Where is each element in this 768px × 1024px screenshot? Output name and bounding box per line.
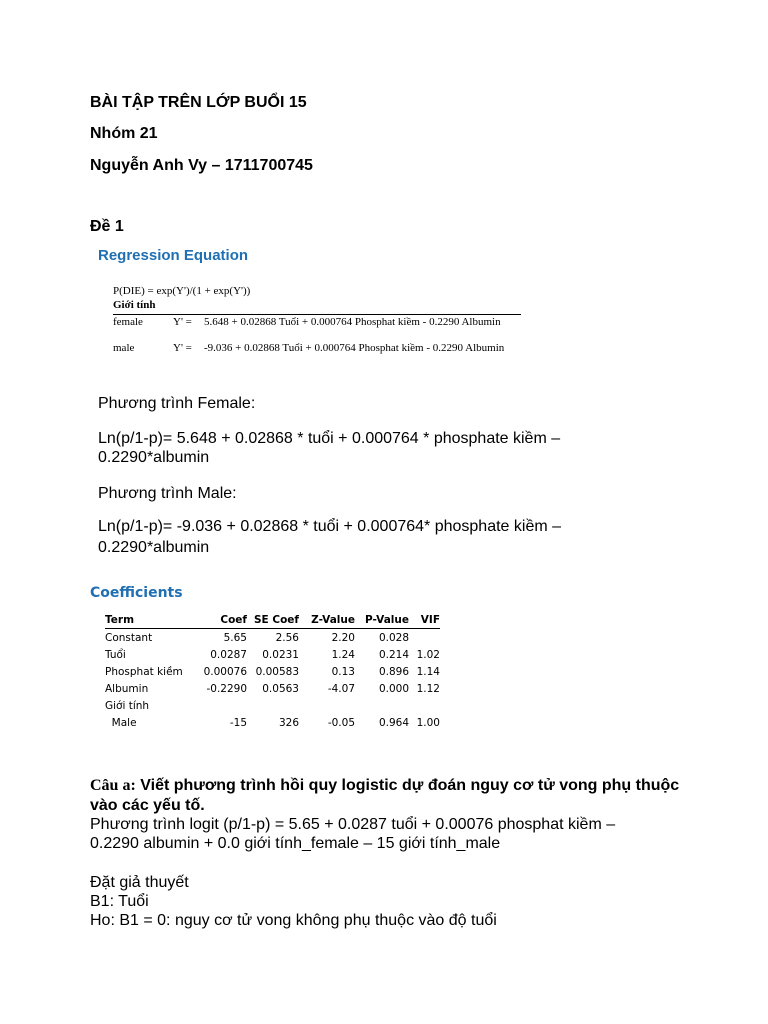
se-coef-cell: 0.0231: [262, 649, 299, 661]
vif-cell: 1.00: [416, 717, 440, 729]
hypothesis-title: Đặt giả thuyết: [90, 874, 189, 891]
term-cell: Giới tính: [105, 700, 150, 712]
female-equation-line2: 0.2290*albumin: [98, 449, 210, 466]
column-header: SE Coef: [247, 614, 299, 629]
answer-line2: 0.2290 albumin + 0.0 giới tính_female – 15 giới tính_male: [90, 835, 501, 852]
hypothesis-h0: Ho: B1 = 0: nguy cơ tử vong không phụ thuộc vào độ tuổi: [90, 912, 497, 929]
vif-cell: [409, 629, 440, 647]
answer-line1: Phương trình logit (p/1-p) = 5.65 + 0.0287 tuổi + 0.00076 phosphat kiềm –: [90, 816, 616, 833]
se-coef-cell: 0.00583: [255, 666, 299, 678]
regression-heading: Regression Equation: [98, 247, 249, 264]
regression-row-female: [113, 316, 501, 328]
question-a: [90, 776, 679, 796]
question-label: Câu a:: [90, 777, 136, 794]
male-equation-title: Phương trình Male:: [98, 485, 237, 502]
p-value-cell: 0.964: [378, 717, 409, 729]
table-row: [105, 646, 440, 663]
group-name-cell: female: [113, 316, 143, 328]
group-name-cell: male: [113, 342, 135, 354]
regression-rule: [113, 314, 521, 315]
table-row: [105, 663, 440, 680]
lhs-cell: Y' =: [173, 342, 192, 354]
question-text-line1: Viết phương trình hồi quy logistic dự đoán nguy cơ tử vong phụ thuộc: [140, 777, 680, 794]
regression-row-male: [113, 342, 504, 354]
coefficients-table-wrap: [105, 614, 440, 731]
term-cell: Phosphat kiềm: [105, 666, 183, 678]
se-coef-cell: 326: [278, 717, 299, 729]
female-equation-line1: Ln(p/1-p)= 5.648 + 0.02868 * tuổi + 0.000764 * phosphate kiềm –: [98, 430, 561, 447]
question-text-line2: vào các yếu tố.: [90, 797, 205, 814]
z-value-cell: -0.05: [327, 717, 355, 729]
column-header: P-Value: [355, 614, 409, 629]
male-equation-line1: Ln(p/1-p)= -9.036 + 0.02868 * tuổi + 0.000764* phosphate kiềm –: [98, 518, 562, 535]
column-header: VIF: [409, 614, 440, 629]
se-coef-cell: [247, 697, 299, 714]
vif-cell: [409, 697, 440, 714]
column-header: Term: [105, 614, 201, 629]
coef-cell: [201, 697, 247, 714]
term-cell: Tuổi: [105, 649, 126, 661]
se-coef-cell: 0.0563: [262, 683, 299, 695]
rhs-cell: -9.036 + 0.02868 Tuổi + 0.000764 Phosphat kiềm - 0.2290 Albumin: [204, 342, 505, 354]
table-header-row: [105, 614, 440, 629]
z-value-cell: [299, 697, 355, 714]
coef-cell: 0.0287: [210, 649, 247, 661]
section-de1: Đề 1: [90, 218, 124, 235]
group-label: Giới tính: [113, 299, 156, 311]
table-row: [105, 680, 440, 697]
vif-cell: 1.12: [416, 683, 440, 695]
z-value-cell: 2.20: [331, 632, 355, 644]
p-value-cell: [355, 697, 409, 714]
table-row: [105, 697, 440, 714]
p-value-cell: 0.028: [378, 632, 409, 644]
lhs-cell: Y' =: [173, 316, 192, 328]
vif-cell: 1.02: [416, 649, 440, 661]
column-header: Z-Value: [299, 614, 355, 629]
table-row: [105, 714, 440, 731]
coef-cell: 0.00076: [203, 666, 247, 678]
z-value-cell: 1.24: [331, 649, 355, 661]
term-cell: Albumin: [105, 683, 149, 695]
table-row: [105, 629, 440, 647]
term-cell: Male: [105, 717, 137, 729]
vif-cell: 1.14: [416, 666, 440, 678]
coefficients-table: [105, 614, 440, 731]
group-name: Nhóm 21: [90, 125, 158, 142]
hypothesis-b1: B1: Tuổi: [90, 893, 149, 910]
student-name: Nguyễn Anh Vy – 1711700745: [90, 157, 313, 174]
z-value-cell: -4.07: [327, 683, 355, 695]
term-cell: Constant: [105, 632, 153, 644]
coef-cell: -0.2290: [206, 683, 247, 695]
z-value-cell: 0.13: [331, 666, 355, 678]
female-equation-title: Phương trình Female:: [98, 395, 256, 412]
coef-cell: -15: [229, 717, 247, 729]
male-equation-line2: 0.2290*albumin: [98, 539, 210, 556]
prob-formula: P(DIE) = exp(Y')/(1 + exp(Y')): [113, 285, 251, 297]
document-title: BÀI TẬP TRÊN LỚP BUỔI 15: [90, 94, 307, 111]
coef-cell: 5.65: [223, 632, 247, 644]
column-header: Coef: [201, 614, 247, 629]
rhs-cell: 5.648 + 0.02868 Tuổi + 0.000764 Phosphat kiềm - 0.2290 Albumin: [204, 316, 501, 328]
coefficients-heading: Coefficients: [90, 585, 183, 601]
p-value-cell: 0.214: [378, 649, 409, 661]
p-value-cell: 0.896: [378, 666, 409, 678]
p-value-cell: 0.000: [378, 683, 409, 695]
se-coef-cell: 2.56: [275, 632, 299, 644]
